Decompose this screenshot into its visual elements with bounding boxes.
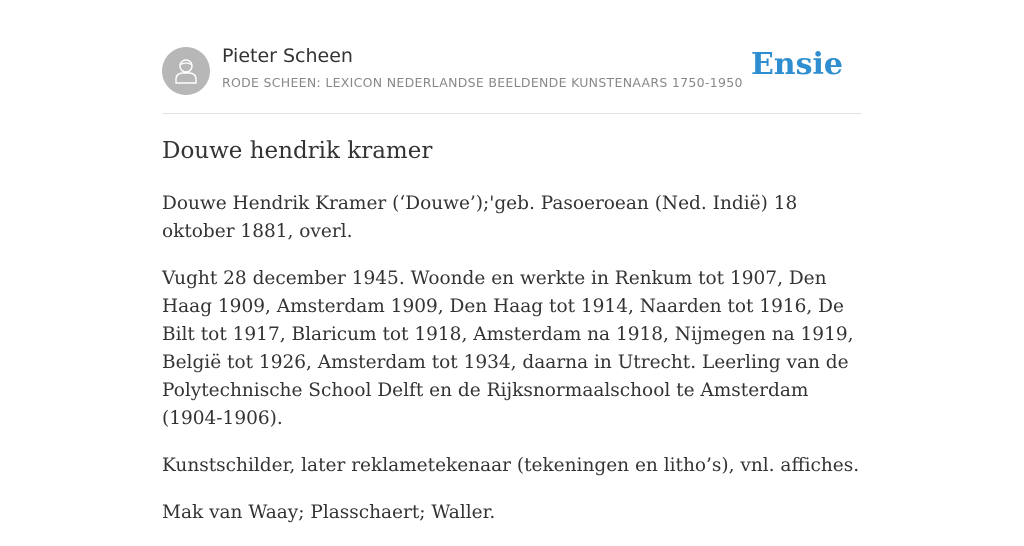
paragraph-references: Mak van Waay; Plasschaert; Waller. [162, 502, 496, 523]
user-icon [173, 57, 199, 85]
source-title[interactable]: RODE SCHEEN: LEXICON NEDERLANDSE BEELDENDE KUNSTENAARS 1750-1950 [222, 75, 743, 90]
author-avatar[interactable] [162, 47, 210, 95]
author-name[interactable]: Pieter Scheen [222, 45, 353, 67]
entry-title: Douwe hendrik kramer [162, 138, 433, 164]
paragraph-birth: Douwe Hendrik Kramer (‘Douwe’);'geb. Pasoeroean (Ned. Indië) 18 oktober 1881, overl. [162, 193, 798, 242]
paragraph-biography: Vught 28 december 1945. Woonde en werkte in Renkum tot 1907, Den Haag 1909, Amsterdam 1909, Den Haag tot 1914, Naarden tot 1916, De Bilt tot 1917, Blaricum tot 1918, Amsterdam na 1918, Nijmegen na 1919, België tot 1926, Amsterdam tot 1934, daarna in Utrecht. Leerling van de Polytechnische School Delft en de Rijksnormaalschool te Amsterdam (1904-1906). [162, 268, 854, 429]
paragraph-occupation: Kunstschilder, later reklametekenaar (tekeningen en litho’s), vnl. affiches. [162, 455, 860, 476]
entry-body [162, 190, 872, 546]
page-container [162, 0, 862, 523]
ensie-logo[interactable]: Ensie [750, 47, 843, 82]
entry-header [162, 0, 862, 114]
